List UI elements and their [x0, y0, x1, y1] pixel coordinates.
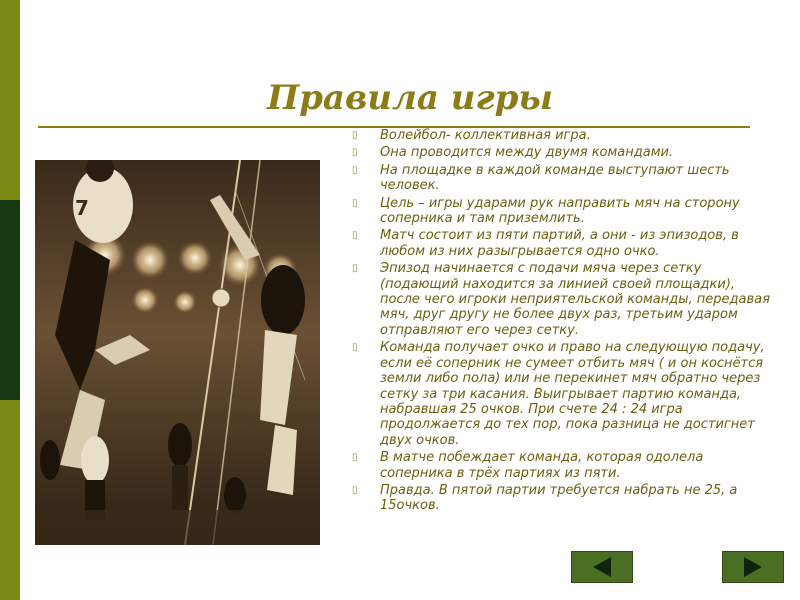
- slide-title: Правила игры: [267, 78, 553, 118]
- bullet-icon: ▯: [352, 342, 358, 354]
- left-decor-strip-bottom: [0, 400, 20, 600]
- list-item: ▯ Эпизод начинается с подачи мяча через сетку (подающий находится за линией своей площадки), после чего игроки неприятельской команды, передавая мяч, друг другу не более двух раз, третьим ударом отправляют его через сетку.: [352, 261, 770, 338]
- bullet-icon: ▯: [352, 484, 358, 496]
- previous-slide-button[interactable]: [571, 551, 633, 583]
- left-decor-strip-middle: [0, 200, 20, 400]
- bullet-icon: ▯: [352, 164, 358, 176]
- list-item: ▯ Матч состоит из пяти партий, а они - из эпизодов, в любом из них разыгрывается одно очко.: [352, 228, 739, 259]
- list-item: ▯ Цель – игры ударами рук направить мяч на сторону соперника и там приземлить.: [352, 195, 740, 227]
- list-item: ▯ В матче побеждает команда, которая одолела соперника в трёх партиях из пяти.: [352, 450, 704, 481]
- bullet-icon: ▯: [352, 263, 358, 275]
- next-slide-button[interactable]: [722, 551, 784, 583]
- bullet-icon: ▯: [352, 452, 358, 464]
- left-decor-strip-top: [0, 0, 20, 200]
- bullet-icon: ▯: [352, 197, 358, 209]
- rules-list: [352, 128, 772, 516]
- list-item: ▯ На площадке в каждой команде выступают шесть человек.: [352, 162, 730, 194]
- triangle-right-icon: [744, 557, 762, 577]
- list-item: ▯ Она проводится между двумя командами.: [352, 145, 674, 161]
- bullet-icon: ▯: [352, 147, 358, 159]
- triangle-left-icon: [593, 557, 611, 577]
- player-number: 7: [75, 196, 89, 220]
- list-item: ▯ Волейбол- коллективная игра.: [352, 128, 591, 143]
- bullet-icon: ▯: [352, 230, 358, 242]
- bullet-icon: ▯: [352, 130, 358, 141]
- list-item: ▯ Правда. В пятой партии требуется набрать не 25, а 15очков.: [352, 482, 738, 514]
- list-item: ▯ Команда получает очко и право на следующую подачу, если её соперник не сумеет отбить мяч ( и он коснётся земли либо пола) или не перекинет мяч обратно через сетку за три касания. Выигрывает партию команда, набравшая 25 очков. При счете 24 : 24 игра продолжается до тех пор, пока разница не достигнет двух очков.: [352, 340, 765, 448]
- volleyball-photo: [35, 160, 320, 545]
